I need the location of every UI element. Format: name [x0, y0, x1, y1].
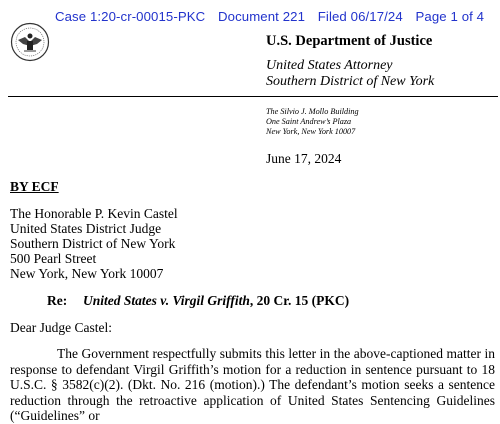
department-name: U.S. Department of Justice: [266, 33, 433, 49]
filed-date: Filed 06/17/24: [317, 9, 403, 24]
re-subject: [83, 293, 349, 309]
document-number: Document 221: [218, 9, 306, 24]
body-paragraph: The Government respectfully submits this letter in the above-captioned matter in response to defendant Virgil Griffith’s motion for a reduction in sentence pursuant to 18 U.S.C. § 3582(c)(2). (Dkt. No. 216 (motion).) The defendant’s motion seeks a sentence reduction through the retroactive application of United States Sentencing Guidelines (“Guidelines” or: [10, 346, 495, 423]
recipient-line: 500 Pearl Street: [10, 251, 97, 266]
case-docket: , 20 Cr. 15 (PKC): [249, 293, 350, 308]
recipient-line: Southern District of New York: [10, 236, 176, 251]
ecf-filing-header: [55, 9, 493, 24]
recipient-line: The Honorable P. Kevin Castel: [10, 206, 178, 221]
doj-seal-icon: [10, 22, 50, 62]
letter-date: June 17, 2024: [266, 151, 342, 166]
office-address-line: The Silvio J. Mollo Building: [266, 107, 359, 116]
office-address-line: One Saint Andrew’s Plaza: [266, 117, 352, 126]
header-divider: [8, 96, 498, 97]
delivery-method: BY ECF: [10, 179, 59, 194]
recipient-line: New York, New York 10007: [10, 266, 164, 281]
recipient-line: United States District Judge: [10, 221, 162, 236]
office-district: Southern District of New York: [266, 74, 435, 89]
salutation: Dear Judge Castel:: [10, 320, 112, 335]
office-title: United States Attorney: [266, 58, 393, 73]
case-caption: United States v. Virgil Griffith: [83, 293, 250, 308]
page-number: Page 1 of 4: [415, 9, 485, 24]
re-label: Re:: [47, 293, 68, 308]
case-number: Case 1:20-cr-00015-PKC: [55, 9, 206, 24]
office-address-line: New York, New York 10007: [266, 127, 356, 136]
